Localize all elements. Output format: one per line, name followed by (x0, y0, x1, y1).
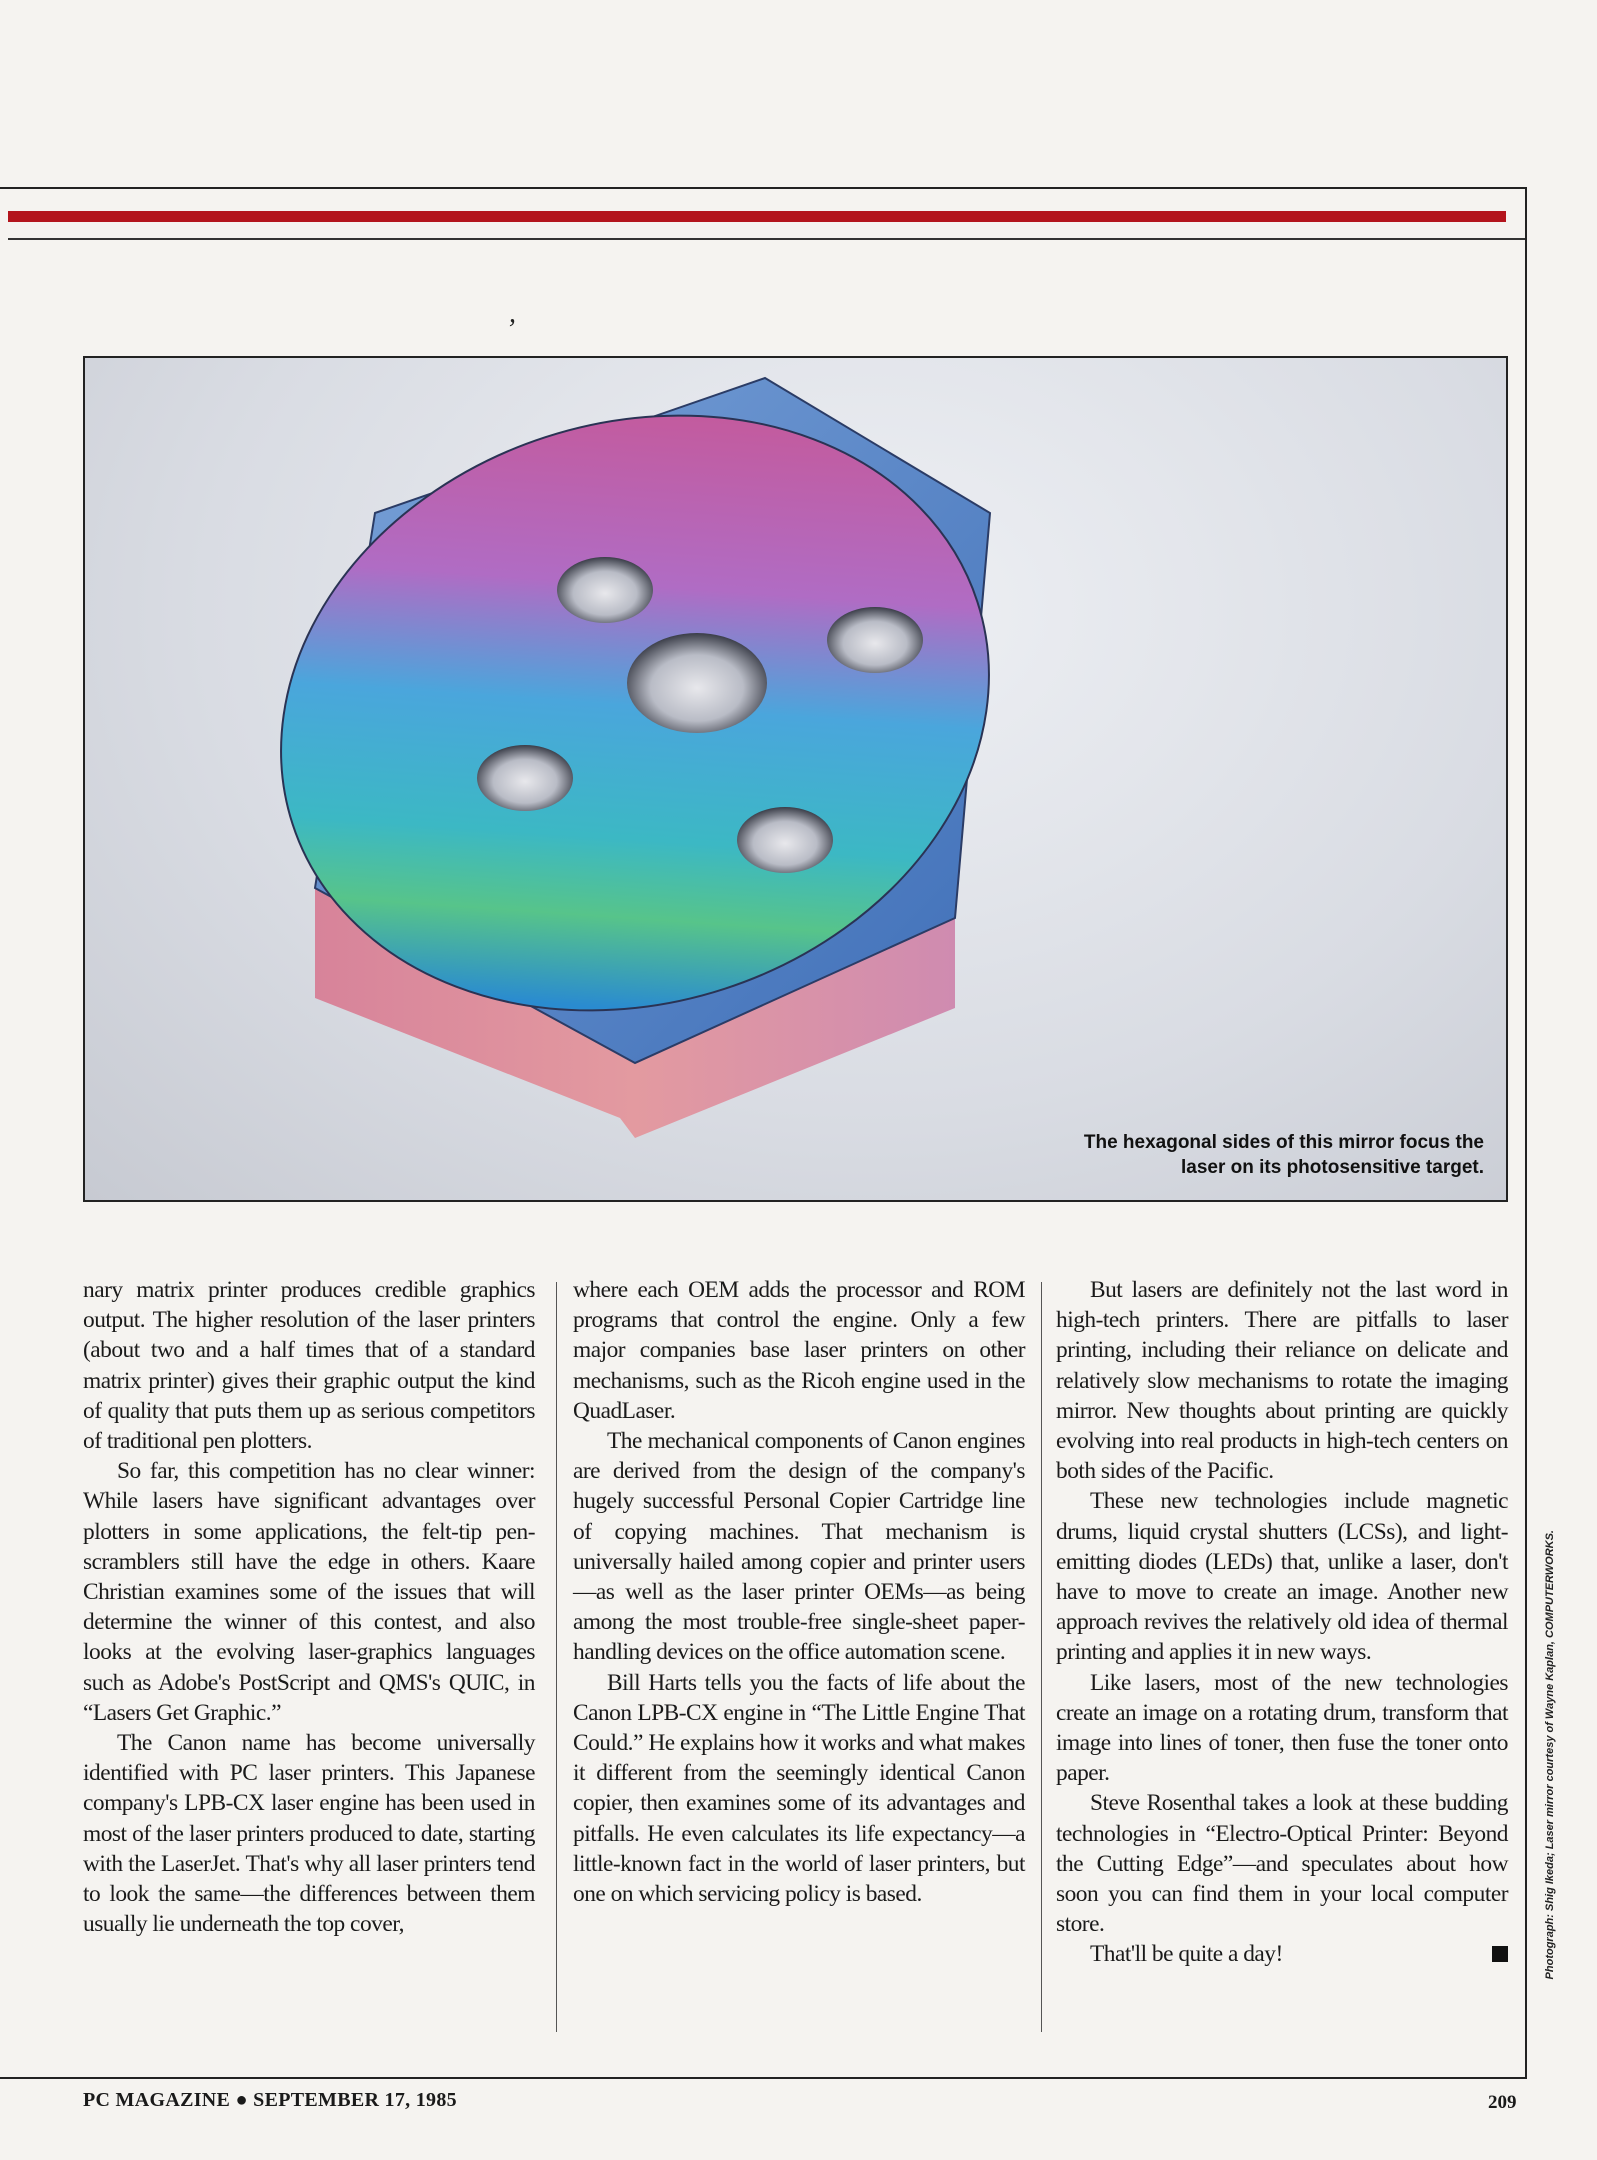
article-column-3 (1056, 1275, 1508, 1970)
footer-publication: PC MAGAZINE ● SEPTEMBER 17, 1985 (83, 2089, 457, 2111)
top-frame-rule (0, 187, 1527, 189)
mounting-hole (477, 745, 573, 811)
paragraph: where each OEM adds the processor and ROM programs that control the engine. Only a few major companies base laser printers on other mechanisms, such as the Ricoh engine used in the QuadLaser. (573, 1277, 1025, 1424)
header-thin-rule (8, 238, 1525, 240)
center-hole (627, 633, 767, 733)
stray-mark: , (509, 298, 516, 329)
red-header-rule (8, 211, 1506, 222)
paragraph: Bill Harts tells you the facts of life about the Canon LPB-CX engine in “The Little Engine That Could.” He explains how it works and what makes it different from the seemingly identical Canon copier, then examines some of its advantages and pitfalls. He even calculates its life expectancy—a little-known fact in the world of laser printers, but one on which servicing policy is based. (573, 1669, 1025, 1908)
article-column-1 (83, 1275, 535, 1939)
paragraph: The Canon name has become universally identified with PC laser printers. This Japanese company's LPB-CX laser engine has been used in most of the laser printers produced to date, starting with the LaserJet. That's why all laser printers tend to look the same—the differences between them usually lie underneath the top cover, (83, 1730, 535, 1938)
column-divider (1041, 1282, 1042, 2032)
paragraph: These new technologies include magnetic drums, liquid crystal shutters (LCSs), and light-emitting diodes (LEDs) that, unlike a laser, don't have to move to create an image. Another new approach revives the relatively old idea of thermal printing and applies it in new ways. (1056, 1488, 1508, 1666)
right-frame-rule (1525, 187, 1527, 2077)
mounting-hole (737, 807, 833, 873)
mounting-hole (827, 607, 923, 673)
page-number: 209 (1488, 2092, 1517, 2113)
paragraph-last (1056, 1939, 1508, 1969)
paragraph: The mechanical components of Canon engines are derived from the design of the company's hugely successful Personal Copier Cartridge line of copying machines. That mechanism is universally hailed among copier and printer users—as well as the laser printer OEMs—as being among the most trouble-free single-sheet paper-handling devices on the office automation scene. (573, 1428, 1025, 1666)
caption-line: laser on its photosensitive target. (1180, 1157, 1484, 1178)
photo-credit: Photograph: Shig Ikeda; Laser mirror courtesy of Wayne Kaplan, COMPUTERWORKS. (1544, 1530, 1556, 1980)
end-of-article-mark (1492, 1946, 1508, 1962)
paragraph: nary matrix printer produces credible graphics output. The higher resolution of the laser printers (about two and a half times that of a standard matrix printer) gives their graphic output the kind of quality that puts them up as serious competitors of traditional pen plotters. (83, 1277, 535, 1455)
paragraph: Steve Rosenthal takes a look at these budding technologies in “Electro-Optical Printer: Beyond the Cutting Edge”—and speculates about how soon you can find them in your local computer store. (1056, 1790, 1508, 1938)
paragraph: So far, this competition has no clear winner: While lasers have significant advantages over plotters in some applications, the felt-tip pen-scramblers still have the edge in others. Kaare Christian examines some of the issues that will determine the winner of this contest, and also looks at the evolving laser-graphics languages such as Adobe's PostScript and QMS's QUIC, in “Lasers Get Graphic.” (83, 1458, 535, 1726)
mounting-hole (557, 557, 653, 623)
paragraph: Like lasers, most of the new technologies create an image on a rotating drum, transform that image into lines of toner, then fuse the toner onto paper. (1056, 1669, 1508, 1787)
column-divider (556, 1282, 557, 2032)
mirror-illustration (85, 358, 1508, 1202)
hexagonal-mirror-photo (83, 356, 1508, 1202)
photo-caption (964, 1130, 1484, 1180)
footer-rule (0, 2077, 1527, 2079)
article-column-2 (573, 1275, 1025, 1909)
closing-line: That'll be quite a day! (1090, 1941, 1283, 1968)
caption-line: The hexagonal sides of this mirror focus the (1083, 1132, 1484, 1153)
paragraph: But lasers are definitely not the last word in high-tech printers. There are pitfalls to laser printing, including their reliance on delicate and relatively slow mechanisms to rotate the imaging mirror. New thoughts about printing are quickly evolving into real products in high-tech centers on both sides of the Pacific. (1056, 1277, 1508, 1485)
